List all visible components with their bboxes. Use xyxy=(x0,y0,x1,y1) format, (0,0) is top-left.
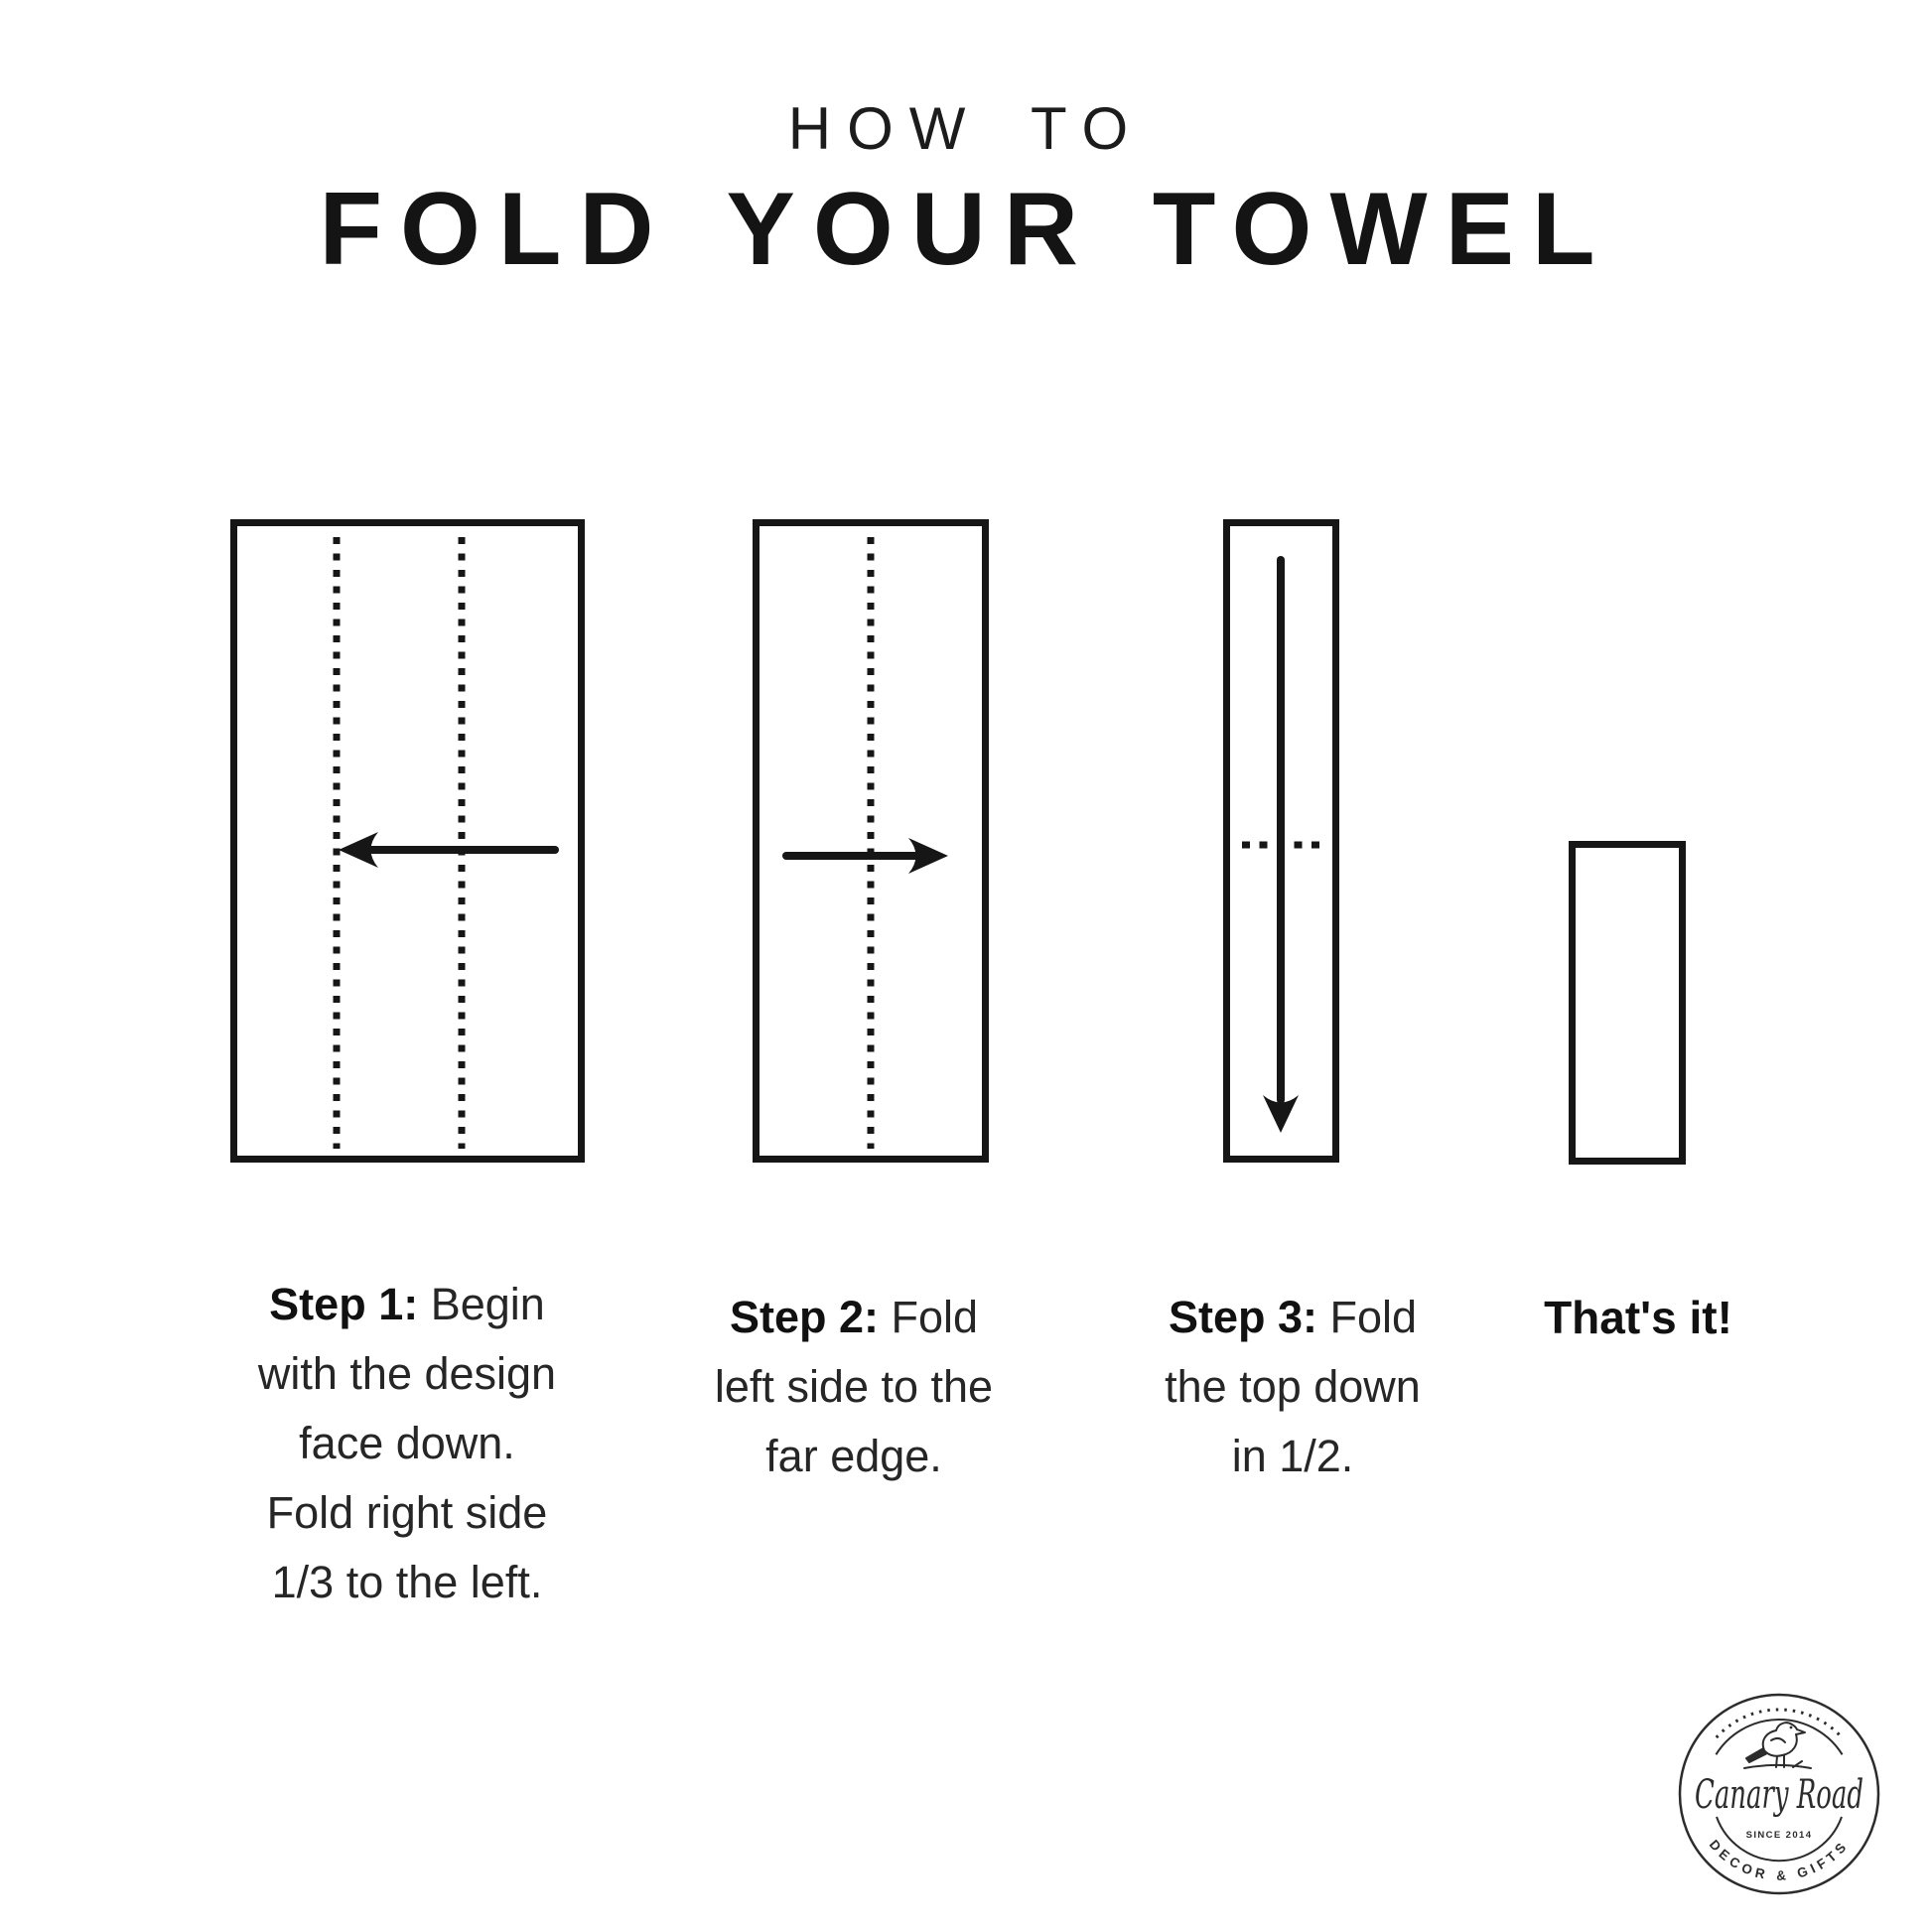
step2-caption xyxy=(645,1283,1062,1491)
towel-outline xyxy=(234,523,582,1160)
step-label: That's it! xyxy=(1544,1292,1732,1343)
logo-brand-script: Canary Road xyxy=(1695,1772,1863,1818)
caption-text: Fold xyxy=(1329,1292,1418,1342)
logo-since-label: SINCE 2014 xyxy=(1745,1830,1813,1841)
step1-caption xyxy=(199,1270,616,1617)
caption-line: Fold right side xyxy=(266,1487,548,1538)
thats-it-caption xyxy=(1430,1283,1847,1353)
step4-folded-towel-diagram xyxy=(1573,845,1683,1162)
caption-line: face down. xyxy=(299,1418,515,1468)
step1-towel-diagram xyxy=(234,523,582,1160)
step3-towel-diagram xyxy=(1227,523,1336,1160)
caption-line: left side to the xyxy=(714,1361,994,1412)
caption-line xyxy=(645,1283,1062,1352)
towel-outline xyxy=(1573,845,1683,1162)
step-label: Step 1: xyxy=(269,1279,419,1329)
step-label: Step 3: xyxy=(1168,1292,1317,1342)
bird-branch xyxy=(1744,1765,1811,1768)
canary-road-logo xyxy=(1680,1695,1878,1893)
logo-arc-textpath: DECOR & GIFTS xyxy=(1706,1837,1853,1883)
caption-text: Fold xyxy=(891,1292,979,1342)
step2-towel-diagram xyxy=(757,523,986,1160)
caption-text: Begin xyxy=(430,1279,545,1329)
bird-body xyxy=(1763,1723,1805,1756)
bird-eye xyxy=(1790,1726,1793,1729)
caption-line: far edge. xyxy=(765,1431,942,1481)
title-eyebrow: HOW TO xyxy=(787,95,1145,162)
caption-line xyxy=(199,1270,616,1339)
caption-line: 1/3 to the left. xyxy=(271,1557,543,1607)
caption-line: with the design xyxy=(257,1348,557,1399)
caption-line: the top down xyxy=(1165,1361,1421,1412)
step-label: Step 2: xyxy=(729,1292,879,1342)
bird-icon xyxy=(1744,1723,1811,1768)
caption-line: in 1/2. xyxy=(1231,1431,1354,1481)
page-title: FOLD YOUR TOWEL xyxy=(319,172,1613,287)
caption-line xyxy=(1430,1283,1847,1353)
